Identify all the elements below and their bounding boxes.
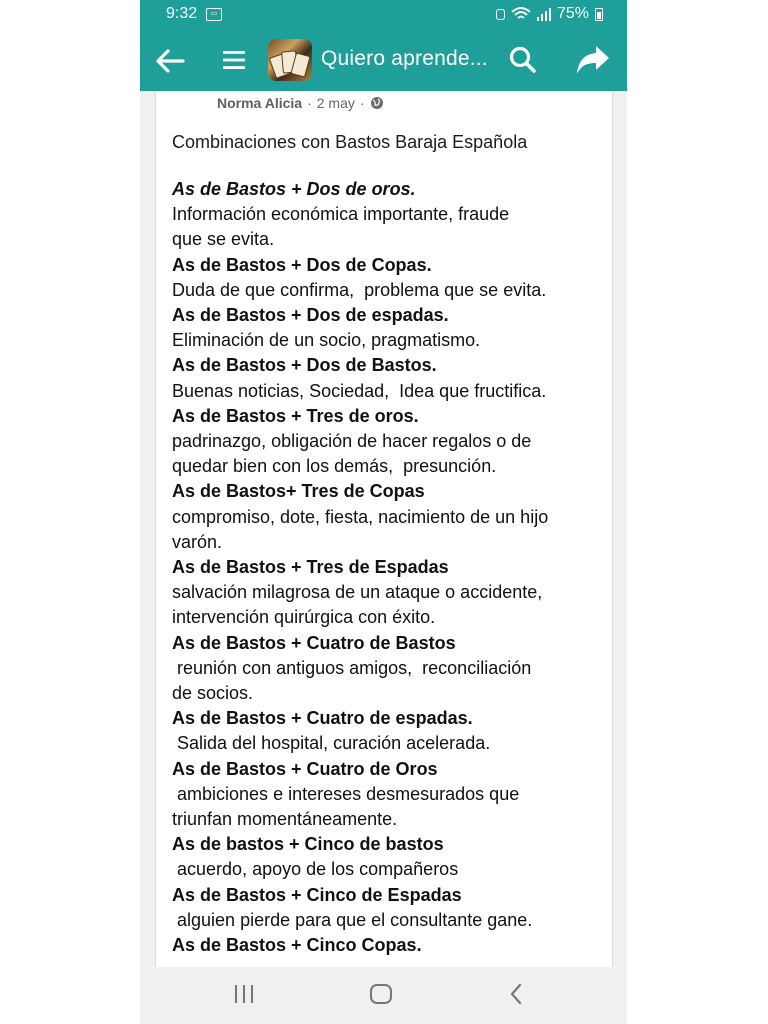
meta-separator: · <box>307 95 312 111</box>
combo-heading: As de Bastos + Dos de espadas. <box>172 305 449 326</box>
list-item <box>172 757 602 833</box>
wifi-icon <box>511 7 531 21</box>
combo-meaning: reunión con antiguos amigos, reconciliación de socios. <box>172 657 532 704</box>
share-arrow-icon[interactable] <box>576 44 610 76</box>
post-author[interactable]: Norma Alicia <box>217 95 303 111</box>
combo-meaning: acuerdo, apoyo de los compañeros <box>172 859 459 880</box>
meta-dot: · <box>359 95 365 111</box>
search-icon[interactable] <box>508 45 538 75</box>
combo-meaning: salvación milagrosa de un ataque o accidente, intervención quirúrgica con éxito. <box>172 582 543 628</box>
status-time: 9:32 <box>166 5 198 22</box>
list-item <box>172 479 602 555</box>
combo-heading: As de bastos + Cinco de bastos <box>172 834 444 855</box>
combo-heading: As de Bastos + Cuatro de Bastos <box>172 632 456 653</box>
combo-heading: As de Bastos + Tres de Espadas <box>172 557 449 578</box>
globe-icon <box>370 96 384 110</box>
combo-heading: As de Bastos + Dos de Copas. <box>172 254 432 275</box>
combo-heading: As de Bastos + Dos de Bastos. <box>172 355 437 376</box>
combo-meaning: alguien pierde para que el consultante gane. <box>172 909 533 930</box>
combo-heading: As de Bastos+ Tres de Copas <box>172 481 425 502</box>
list-item <box>172 933 602 958</box>
post-date[interactable]: 2 may <box>316 95 355 111</box>
signal-icon <box>537 8 551 21</box>
post-card <box>155 91 613 967</box>
hamburger-menu-icon[interactable] <box>222 48 246 72</box>
combo-heading: As de Bastos + Dos de oros. <box>172 179 416 199</box>
combo-meaning: Salida del hospital, curación acelerada. <box>172 733 491 754</box>
combo-meaning: Información económica importante, fraude que se evita. <box>172 204 510 250</box>
combo-meaning: compromiso, dote, fiesta, nacimiento de un hijo varón. <box>172 506 549 552</box>
combo-meaning: ambiciones e intereses desmesurados que triunfan momentáneamente. <box>172 783 520 830</box>
post-meta <box>217 95 384 111</box>
app-bar <box>140 30 627 91</box>
arrow-left-icon[interactable] <box>154 46 186 76</box>
list-item <box>172 883 602 933</box>
list-item <box>172 353 602 403</box>
recents-icon[interactable] <box>232 984 256 1004</box>
post-title: Combinaciones con Bastos Baraja Española <box>172 132 528 152</box>
combo-heading: As de Bastos + Tres de oros. <box>172 405 419 426</box>
list-item <box>172 177 602 253</box>
system-nav-bar <box>140 967 627 1024</box>
home-icon[interactable] <box>370 984 392 1004</box>
alarm-icon <box>496 9 505 20</box>
battery-percent: 75% <box>556 5 589 22</box>
group-title[interactable]: Quiero aprende... <box>321 47 488 70</box>
list-item <box>172 555 602 631</box>
combo-heading: As de Bastos + Cinco Copas. <box>172 935 422 956</box>
chevron-left-icon[interactable] <box>508 983 524 1005</box>
group-avatar[interactable] <box>268 39 312 81</box>
notification-icon: ▭ <box>206 8 222 21</box>
status-icons <box>496 5 603 23</box>
battery-icon <box>595 8 603 21</box>
combo-heading: As de Bastos + Cinco de Espadas <box>172 884 462 905</box>
combo-heading: As de Bastos + Cuatro de Oros <box>172 758 438 779</box>
combo-heading: As de Bastos + Cuatro de espadas. <box>172 708 473 729</box>
list-item <box>172 253 602 303</box>
combo-meaning: Duda de que confirma, problema que se evita. <box>172 279 547 300</box>
combo-meaning: padrinazgo, obligación de hacer regalos o de quedar bien con los demás, presunción. <box>172 431 532 477</box>
list-item <box>172 404 602 480</box>
list-item <box>172 706 602 756</box>
combo-meaning: Buenas noticias, Sociedad, Idea que fructifica. <box>172 380 547 401</box>
combo-list <box>172 177 602 958</box>
list-item <box>172 303 602 353</box>
status-bar <box>140 0 627 30</box>
list-item <box>172 631 602 707</box>
list-item <box>172 832 602 882</box>
phone-screen <box>140 0 627 1024</box>
combo-meaning: Eliminación de un socio, pragmatismo. <box>172 330 481 351</box>
